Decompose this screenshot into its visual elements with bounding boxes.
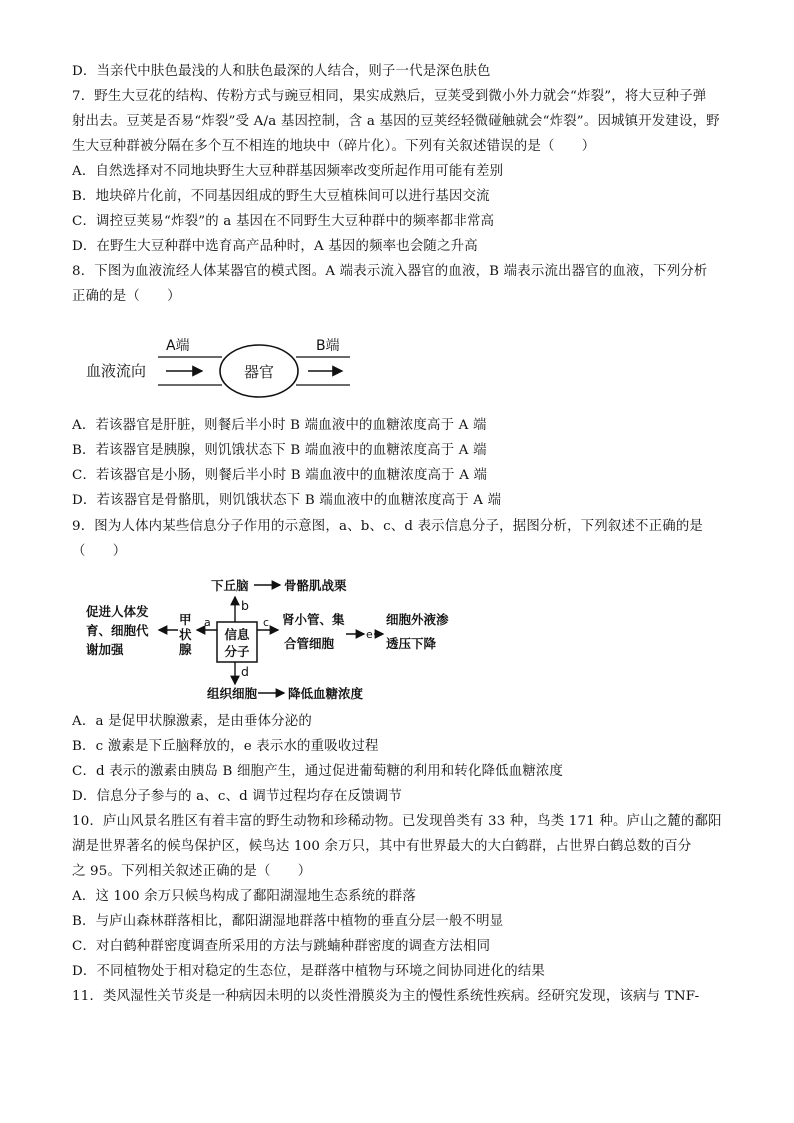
q8-option-b: B．若该器官是胰腺，则饥饿状态下 B 端血液中的血糖浓度高于 A 端 [72,443,487,458]
q9-option-b: B．c 激素是下丘脑释放的，e 表示水的重吸收过程 [72,739,379,754]
label-e: e [366,628,373,641]
q9-signal-molecule-diagram [86,572,466,704]
q7-option-c: C．调控豆荚易“炸裂”的 a 基因在不同野生大豆种群中的频率都非常高 [72,214,495,229]
osmotic-line2: 透压下降 [386,636,437,651]
thyroid-char1: 甲 [179,612,192,627]
q7-option-d: D．在野生大豆种群中选育高产品种时，A 基因的频率也会随之升高 [72,239,478,254]
q10-option-d: D．不同植物处于相对稳定的生态位，是群落中植物与环境之间协同进化的结果 [72,964,546,979]
q10-option-c: C．对白鹤种群密度调查所采用的方法与跳蝻种群密度的调查方法相同 [72,939,491,954]
q8-stem-line2: 正确的是（ ） [72,289,181,304]
q8-organ-diagram [86,332,366,402]
shiver-label: 骨骼肌战栗 [284,578,347,593]
hypothalamus-label: 下丘脑 [211,578,249,593]
q9-diagram-svg [86,572,466,704]
thyroid-char2: 状 [179,627,192,642]
glucose-label: 降低血糖浓度 [288,686,364,701]
q10-option-b: B．与庐山森林群落相比，鄱阳湖湿地群落中植物的垂直分层一般不明显 [72,914,504,929]
q8-option-d: D．若该器官是骨骼肌，则饥饿状态下 B 端血液中的血糖浓度高于 A 端 [72,493,502,508]
q10-stem-line1: 10．庐山风景名胜区有着丰富的野生动物和珍稀动物。已发现兽类有 33 种，鸟类 171 种。庐山之麓的鄱阳 [72,814,722,829]
label-b: b [241,598,249,613]
flow-direction-label: 血液流向 [86,362,147,380]
q8-option-a: A．若该器官是肝脏，则餐后半小时 B 端血液中的血糖浓度高于 A 端 [72,418,487,433]
q10-stem-line2: 湖是世界著名的候鸟保护区，候鸟达 100 余万只，其中有世界最大的大白鹤群，占世界白鹤总数的百分 [72,839,692,854]
label-c: c [263,616,270,629]
q10-option-a: A．这 100 余万只候鸟构成了鄱阳湖湿地生态系统的群落 [72,889,416,904]
growth-line1: 促进人体发 [86,604,149,619]
growth-line3: 谢加强 [86,642,124,657]
tissue-cells-label: 组织细胞 [207,686,258,701]
label-d: d [241,664,249,679]
q9-stem-line1: 9．图为人体内某些信息分子作用的示意图，a、b、c、d 表示信息分子，据图分析，下列叙述不正确的是 [72,519,703,534]
q11-stem-line1: 11．类风湿性关节炎是一种病因未明的以炎性滑膜炎为主的慢性系统性疾病。经研究发现，该病与 TNF- [72,989,700,1004]
q6-option-d: D．当亲代中肤色最浅的人和肤色最深的人结合，则子一代是深色肤色 [72,64,491,79]
q9-stem-line2: （ ） [72,544,127,559]
label-a: a [204,616,211,629]
thyroid-char3: 腺 [179,642,192,657]
q7-stem-line3: 生大豆种群被分隔在多个互不相连的地块中（碎片化）。下列有关叙述错误的是（ ） [72,139,596,154]
organ-label: 器官 [243,363,275,381]
box-label-line1: 信息 [224,627,250,642]
box-label-line2: 分子 [224,644,250,659]
q7-option-b: B．地块碎片化前，不同基因组成的野生大豆植株间可以进行基因交流 [72,189,490,204]
q7-option-a: A．自然选择对不同地块野生大豆种群基因频率改变所起作用可能有差别 [72,164,504,179]
growth-line2: 育、细胞代 [86,623,149,638]
a-end-label: A端 [166,338,190,354]
q7-stem-line2: 射出去。豆荚是否易“炸裂”受 A/a 基因控制，含 a 基因的豆荚经轻微碰触就会“炸裂”。因城镇开发建设，野 [72,114,720,129]
q8-option-c: C．若该器官是小肠，则餐后半小时 B 端血液中的血糖浓度高于 A 端 [72,468,488,483]
kidney-line1: 肾小管、集 [282,612,345,627]
b-end-label: B端 [316,338,340,354]
q9-option-c: C．d 表示的激素由胰岛 B 细胞产生，通过促进葡萄糖的利用和转化降低血糖浓度 [72,764,564,779]
osmotic-line1: 细胞外液渗 [386,612,449,627]
q9-option-a: A．a 是促甲状腺激素，是由垂体分泌的 [72,714,312,729]
kidney-line2: 合管细胞 [284,636,335,651]
q8-diagram-svg [86,332,366,402]
q7-stem-line1: 7．野生大豆花的结构、传粉方式与豌豆相同，果实成熟后，豆荚受到微小外力就会“炸裂”，将大豆种子弹 [72,89,707,104]
q9-option-d: D．信息分子参与的 a、c、d 调节过程均存在反馈调节 [72,789,402,804]
q10-stem-line3: 之 95。下列相关叙述正确的是（ ） [72,864,312,879]
q8-stem-line1: 8．下图为血液流经人体某器官的模式图。A 端表示流入器官的血液，B 端表示流出器官的血液，下列分析 [72,264,708,279]
